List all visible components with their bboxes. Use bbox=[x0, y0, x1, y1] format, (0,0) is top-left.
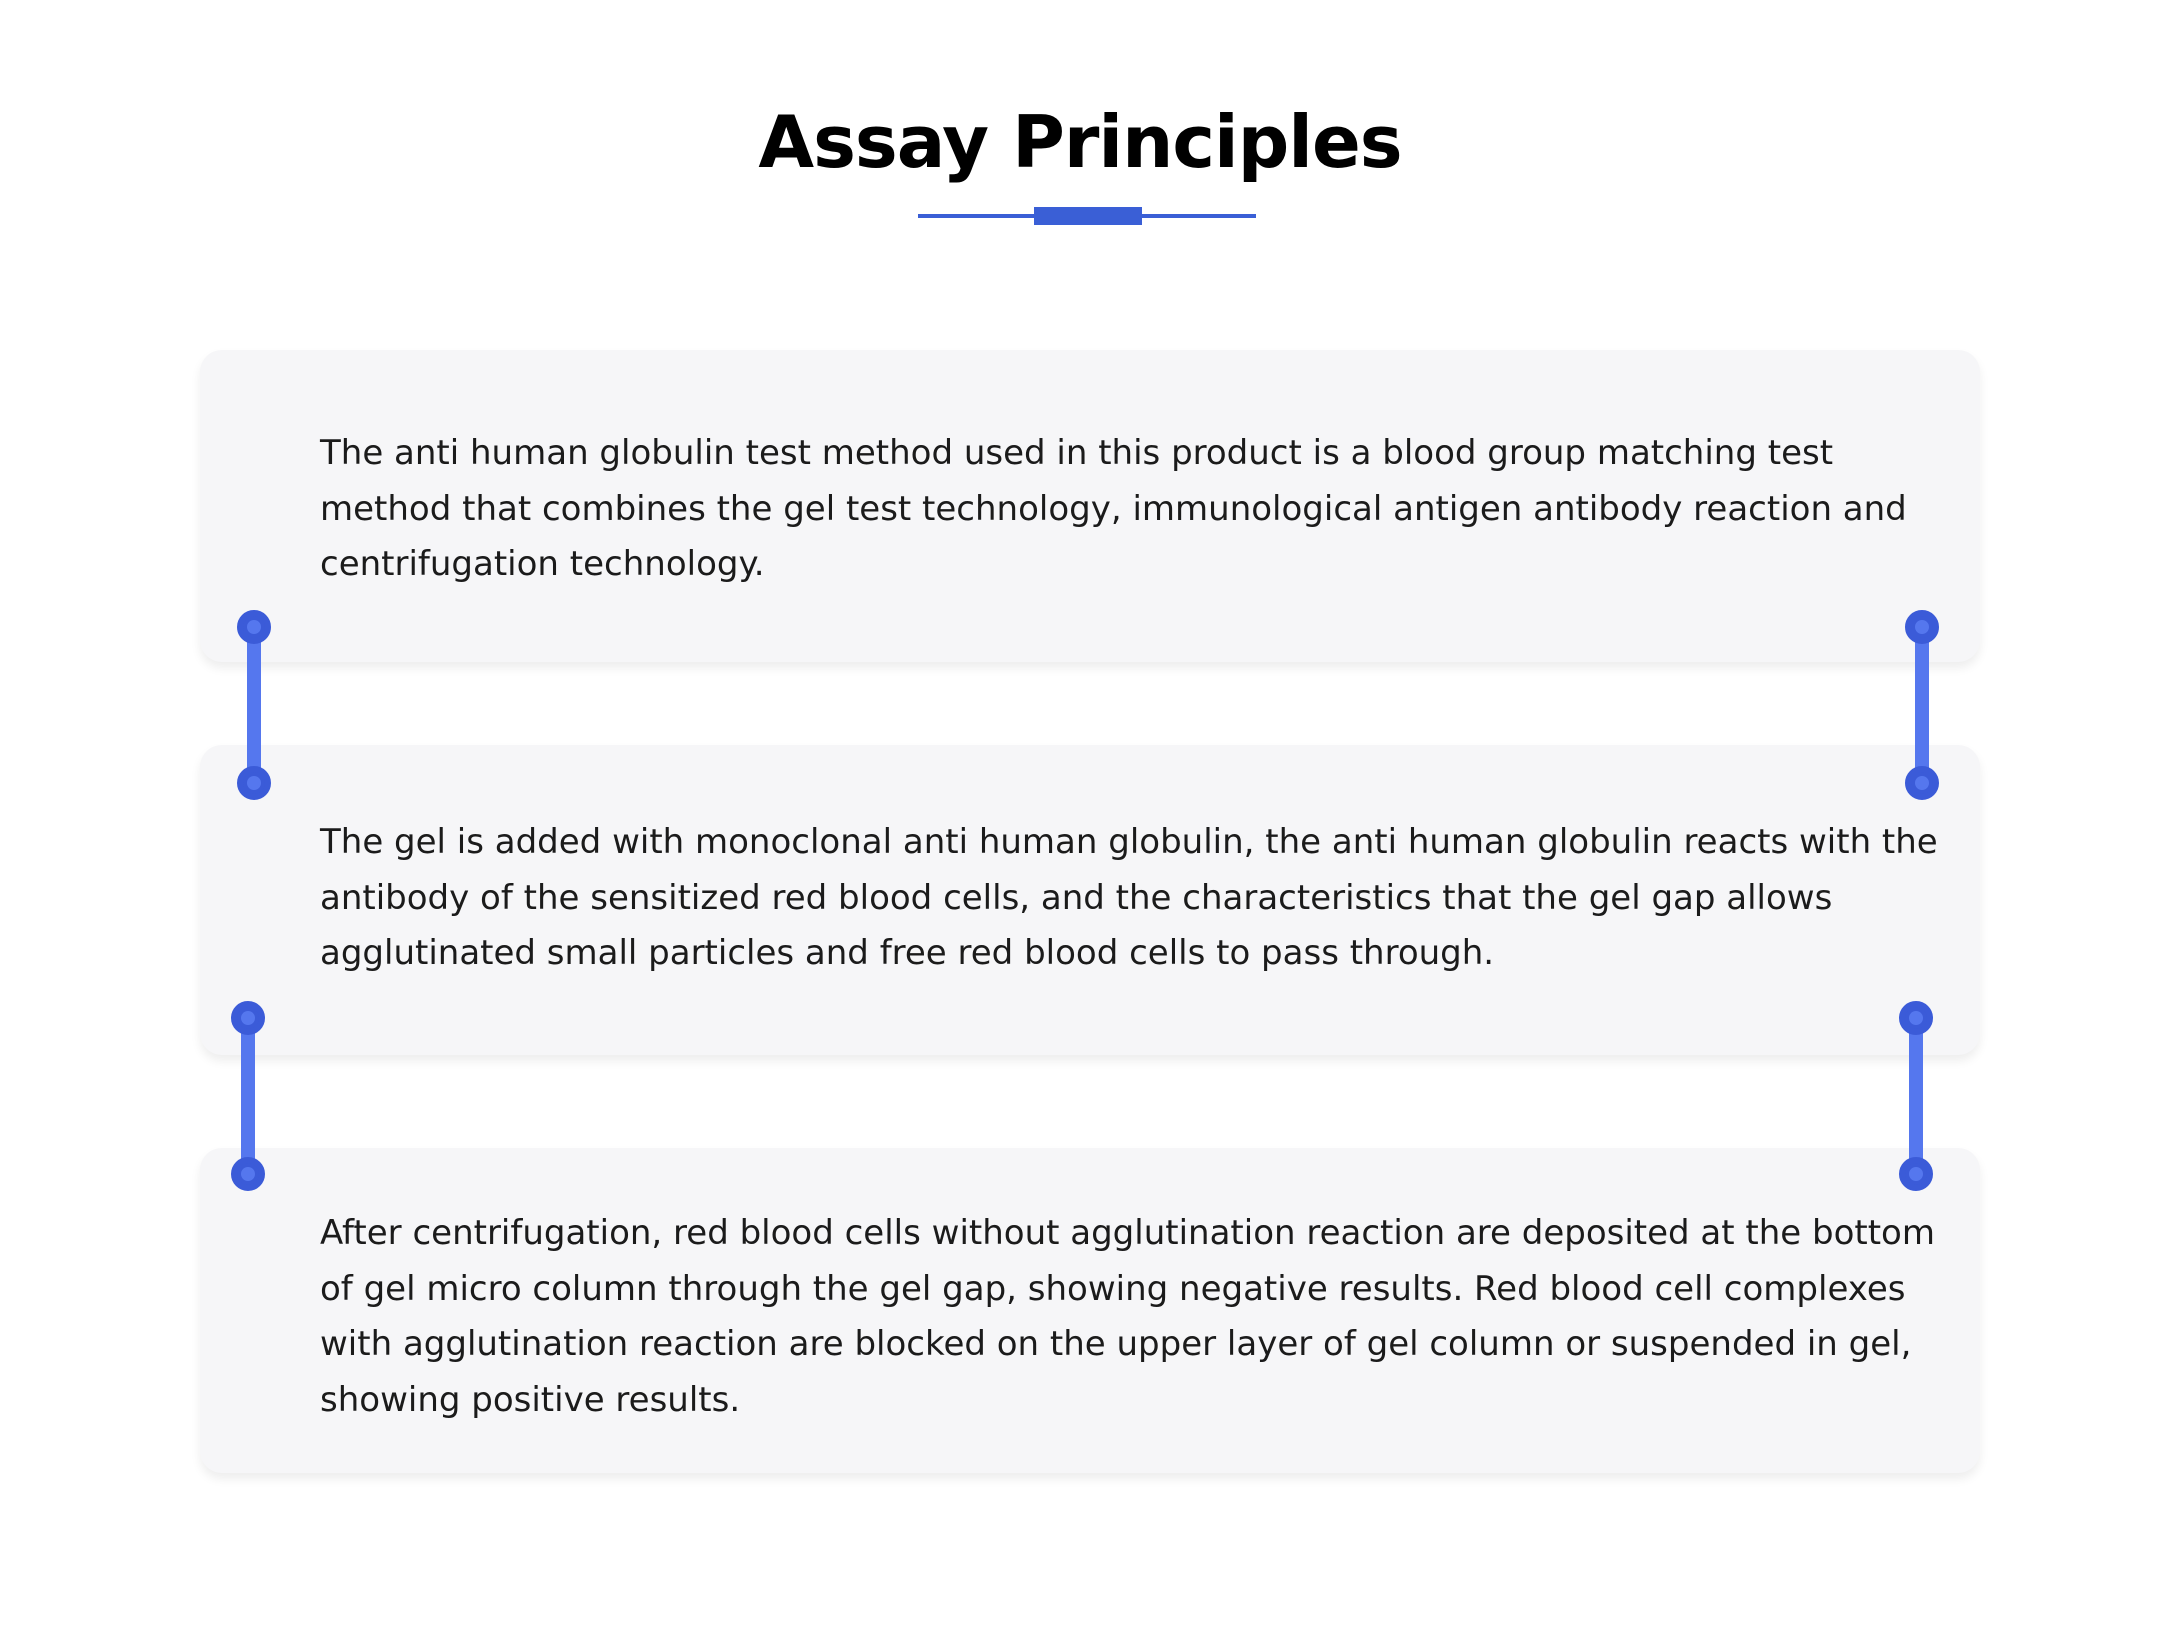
connector-bar bbox=[241, 1018, 255, 1174]
connector-dot-icon bbox=[237, 610, 271, 644]
principle-card-2 bbox=[200, 745, 1980, 1055]
principle-text-2: The gel is added with monoclonal anti human globulin, the anti human globulin reacts with the antibody of the sensitized red blood cells, and the characteristics that the gel gap allows agglutinated small particles and free red blood cells to pass through. bbox=[320, 822, 1938, 973]
connector-dot-icon bbox=[231, 1001, 265, 1035]
principle-card-3 bbox=[200, 1148, 1980, 1473]
connector-bar bbox=[1909, 1018, 1923, 1174]
principle-card-1 bbox=[200, 350, 1980, 662]
connector-dot-icon bbox=[1905, 610, 1939, 644]
card-connector-right-1 bbox=[1904, 609, 1940, 801]
card-connector-left-2 bbox=[230, 1000, 266, 1192]
connector-dot-icon bbox=[237, 766, 271, 800]
divider-accent bbox=[1034, 207, 1142, 225]
card-connector-right-2 bbox=[1898, 1000, 1934, 1192]
connector-dot-icon bbox=[1905, 766, 1939, 800]
connector-dot-icon bbox=[231, 1157, 265, 1191]
title-divider bbox=[918, 205, 1256, 227]
principle-text-3: After centrifugation, red blood cells without agglutination reaction are deposited at the bottom of gel micro column through the gel gap, showing negative results. Red blood cell complexes with agglutination reaction are blocked on the upper layer of gel column or suspended in gel, showing positive results. bbox=[320, 1213, 1935, 1420]
connector-bar bbox=[247, 627, 261, 783]
connector-bar bbox=[1915, 627, 1929, 783]
connector-dot-icon bbox=[1899, 1157, 1933, 1191]
card-connector-left-1 bbox=[236, 609, 272, 801]
principle-text-1: The anti human globulin test method used in this product is a blood group matching test method that combines the gel test technology, immunological antigen antibody reaction and centrifugation technology. bbox=[320, 433, 1907, 584]
connector-dot-icon bbox=[1899, 1001, 1933, 1035]
page-title: Assay Principles bbox=[758, 100, 1402, 184]
